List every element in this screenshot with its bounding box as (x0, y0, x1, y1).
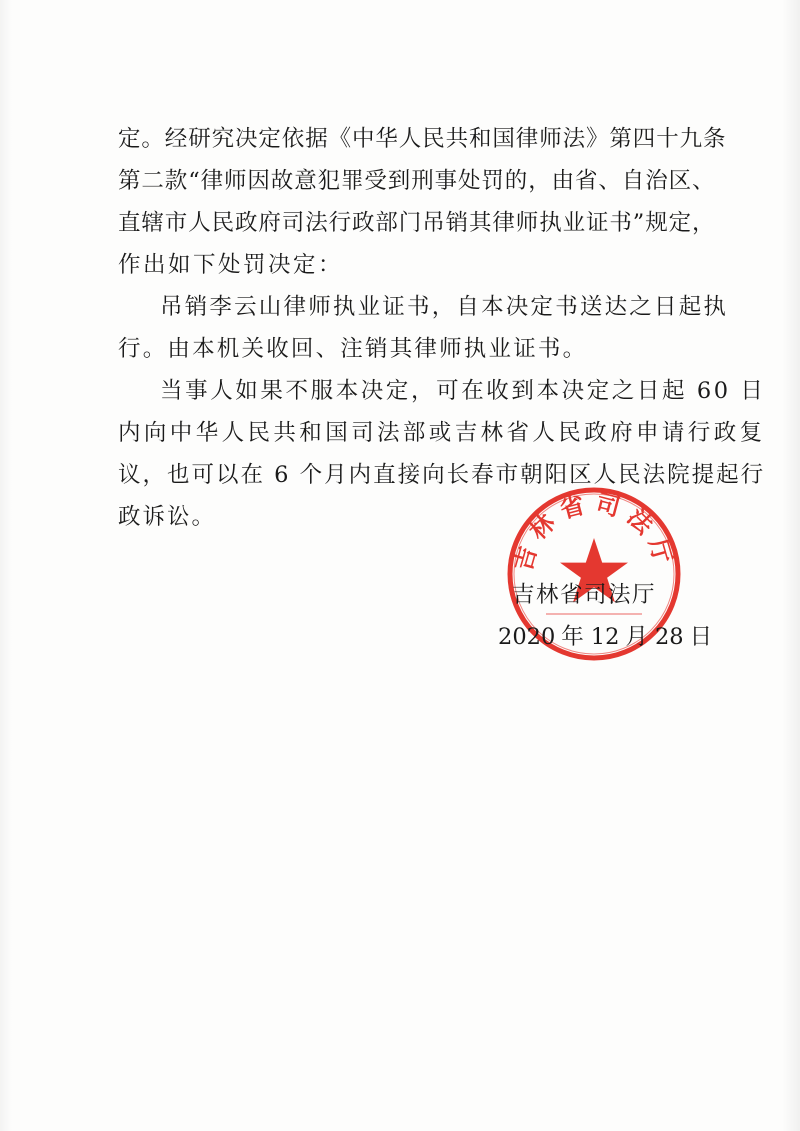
body-line-1: 定。经研究决定依据《中华人民共和国律师法》第四十九条 (118, 126, 727, 152)
body-line-5: 吊销李云山律师执业证书，自本决定书送达之日起执 (160, 294, 729, 320)
date-year-unit: 年 (561, 624, 585, 650)
body-line-9: 议，也可以在 6 个月内直接向长春市朝阳区人民法院提起行 (118, 462, 766, 488)
body-line-2: 第二款“律师因故意犯罪受到刑事处罚的，由省、自治区、 (118, 168, 716, 194)
date-month: 12 (590, 624, 620, 650)
date-day: 28 (654, 624, 684, 650)
date-day-unit: 日 (689, 624, 714, 650)
body-line-10: 政诉讼。 (118, 504, 217, 530)
issuer-name: 吉林省司法厅 (512, 582, 657, 608)
body-line-3: 直辖市人民政府司法行政部门吊销其律师执业证书”规定， (118, 210, 716, 236)
page-right-shadow (782, 0, 800, 1131)
issue-date (498, 622, 719, 652)
page-left-shadow (0, 0, 12, 1131)
date-month-unit: 月 (625, 624, 649, 650)
body-line-8: 内向中华人民共和国司法部或吉林省人民政府申请行政复 (118, 420, 766, 446)
body-line-6: 行。由本机关收回、注销其律师执业证书。 (118, 336, 588, 362)
date-year: 2020 (498, 624, 556, 650)
seal-text: 吉林省司法厅 (508, 488, 680, 575)
body-line-7: 当事人如果不服本决定，可在收到本决定之日起 60 日 (160, 378, 766, 404)
body-line-4: 作出如下处罚决定： (118, 252, 344, 278)
